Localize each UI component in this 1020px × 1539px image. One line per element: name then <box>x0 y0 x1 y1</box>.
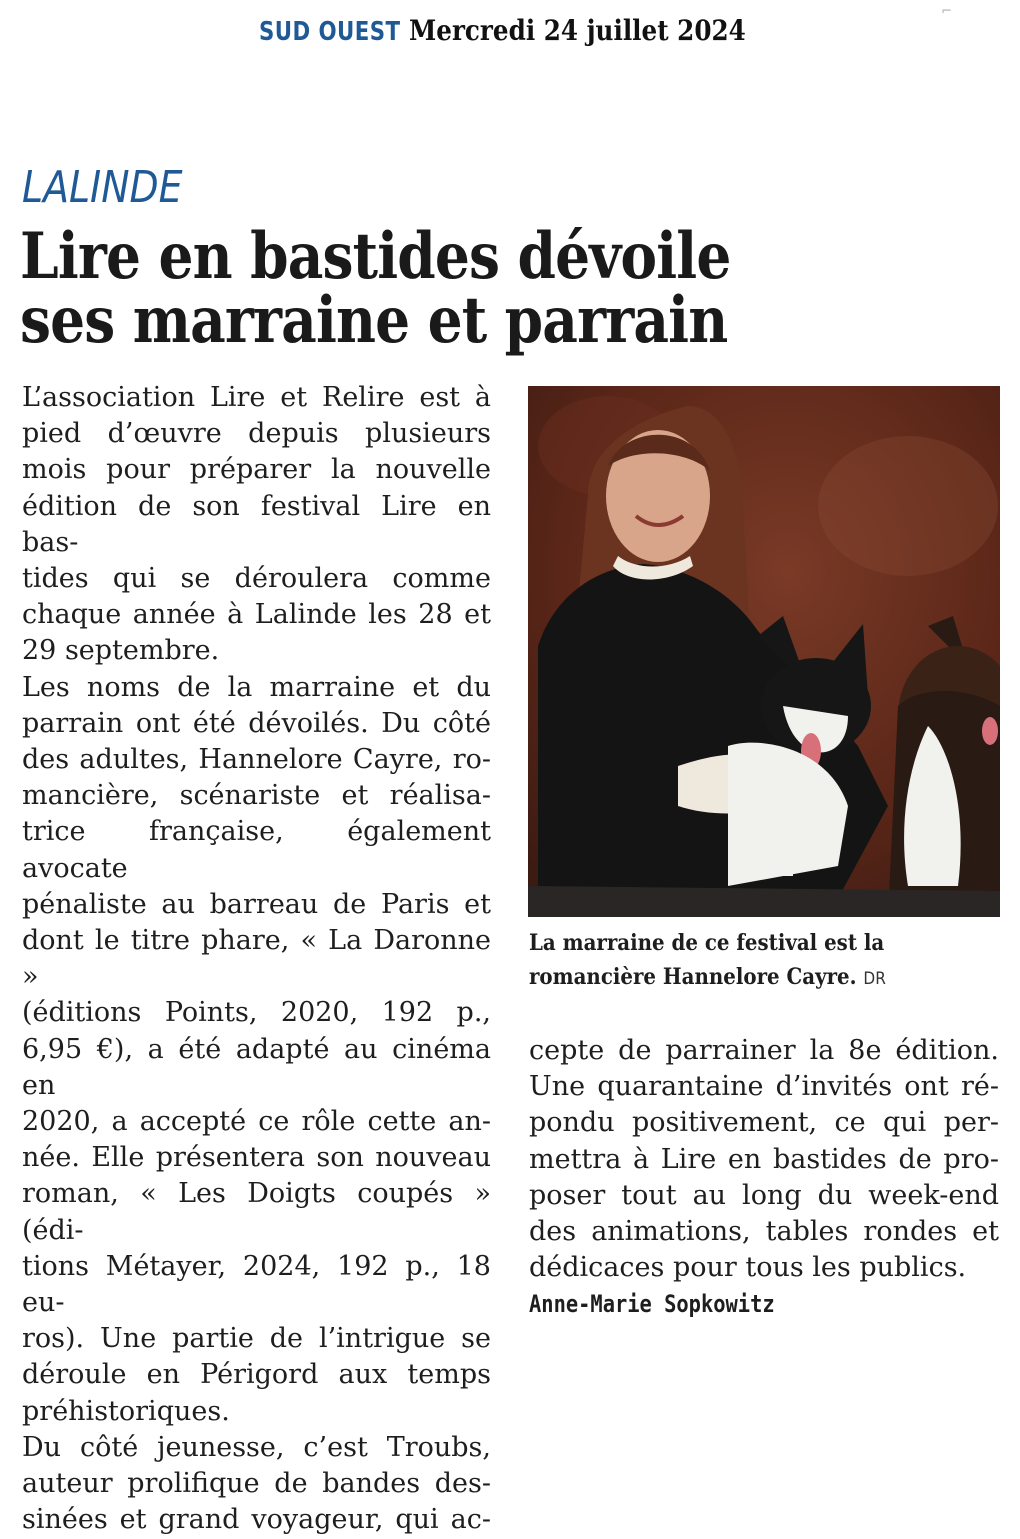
body-line: mettra à Lire en bastides de pro- <box>529 1143 999 1175</box>
body-line: dédicaces pour tous les publics. <box>529 1252 967 1284</box>
headline <box>20 219 794 358</box>
photo-caption <box>529 926 952 996</box>
body-line: des adultes, Hannelore Cayre, ro- <box>22 744 491 776</box>
body-line: des animations, tables rondes et <box>529 1216 999 1248</box>
caption-line: La marraine de ce festival est la <box>529 930 885 956</box>
headline-line: ses marraine et parrain <box>20 283 728 358</box>
body-line: Une quarantaine d’invités ont ré- <box>529 1071 999 1103</box>
body-line: trice française, également avocate <box>22 816 491 884</box>
body-line: préhistoriques. <box>22 1395 230 1427</box>
body-line: parrain ont été dévoilés. Du côté <box>22 707 491 739</box>
body-line: L’association Lire et Relire est à <box>22 382 491 413</box>
body-line: 29 septembre. <box>22 635 220 667</box>
body-line: pied d’œuvre depuis plusieurs <box>22 418 491 450</box>
body-line: (éditions Points, 2020, 192 p., <box>22 997 491 1029</box>
body-line: cepte de parrainer la 8e édition. <box>529 1035 999 1066</box>
corner-mark-icon: ⌐ <box>941 4 952 19</box>
body-line: dont le titre phare, « La Daronne » <box>22 925 491 993</box>
body-line: tides qui se déroulera comme <box>22 563 491 595</box>
caption-line <box>529 960 952 996</box>
body-line: pondu positivement, ce qui per- <box>529 1107 999 1139</box>
article-body-right <box>529 1033 999 1286</box>
body-line: édition de son festival Lire en bas- <box>22 490 491 558</box>
body-line: chaque année à Lalinde les 28 et <box>22 599 491 631</box>
article-body-left <box>22 380 491 1539</box>
body-line: tions Métayer, 2024, 192 p., 18 eu- <box>22 1250 491 1319</box>
section-kicker: LALINDE <box>22 162 183 213</box>
body-line: née. Elle présentera son nouveau <box>22 1142 491 1174</box>
body-line: sinées et grand voyageur, qui ac- <box>22 1504 491 1536</box>
article-photo <box>528 386 1000 917</box>
body-line: 6,95 €), a été adapté au cinéma en <box>22 1033 491 1101</box>
caption-text: romancière Hannelore Cayre. <box>529 964 857 990</box>
issue-date: Mercredi 24 juillet 2024 <box>409 14 747 47</box>
author-signature: Anne-Marie Sopkowitz <box>529 1290 775 1318</box>
headline-line: Lire en bastides dévoile <box>20 219 731 294</box>
photo-credit: DR <box>863 969 886 989</box>
masthead <box>0 14 1020 47</box>
body-line: déroule en Périgord aux temps <box>22 1359 491 1391</box>
body-line: Les noms de la marraine et du <box>22 671 491 703</box>
body-line: mois pour préparer la nouvelle <box>22 454 491 486</box>
body-line: auteur prolifique de bandes des- <box>22 1468 491 1500</box>
body-line: ros). Une partie de l’intrigue se <box>22 1323 491 1355</box>
body-line: mancière, scénariste et réalisa- <box>22 780 491 812</box>
body-line: roman, « Les Doigts coupés » (édi- <box>22 1178 491 1246</box>
newspaper-brand: SUD OUEST <box>258 17 401 47</box>
body-line: pénaliste au barreau de Paris et <box>22 888 491 920</box>
body-line: Du côté jeunesse, c’est Troubs, <box>22 1431 491 1463</box>
body-line: 2020, a accepté ce rôle cette an- <box>22 1106 491 1138</box>
body-line: poser tout au long du week-end <box>529 1179 999 1211</box>
